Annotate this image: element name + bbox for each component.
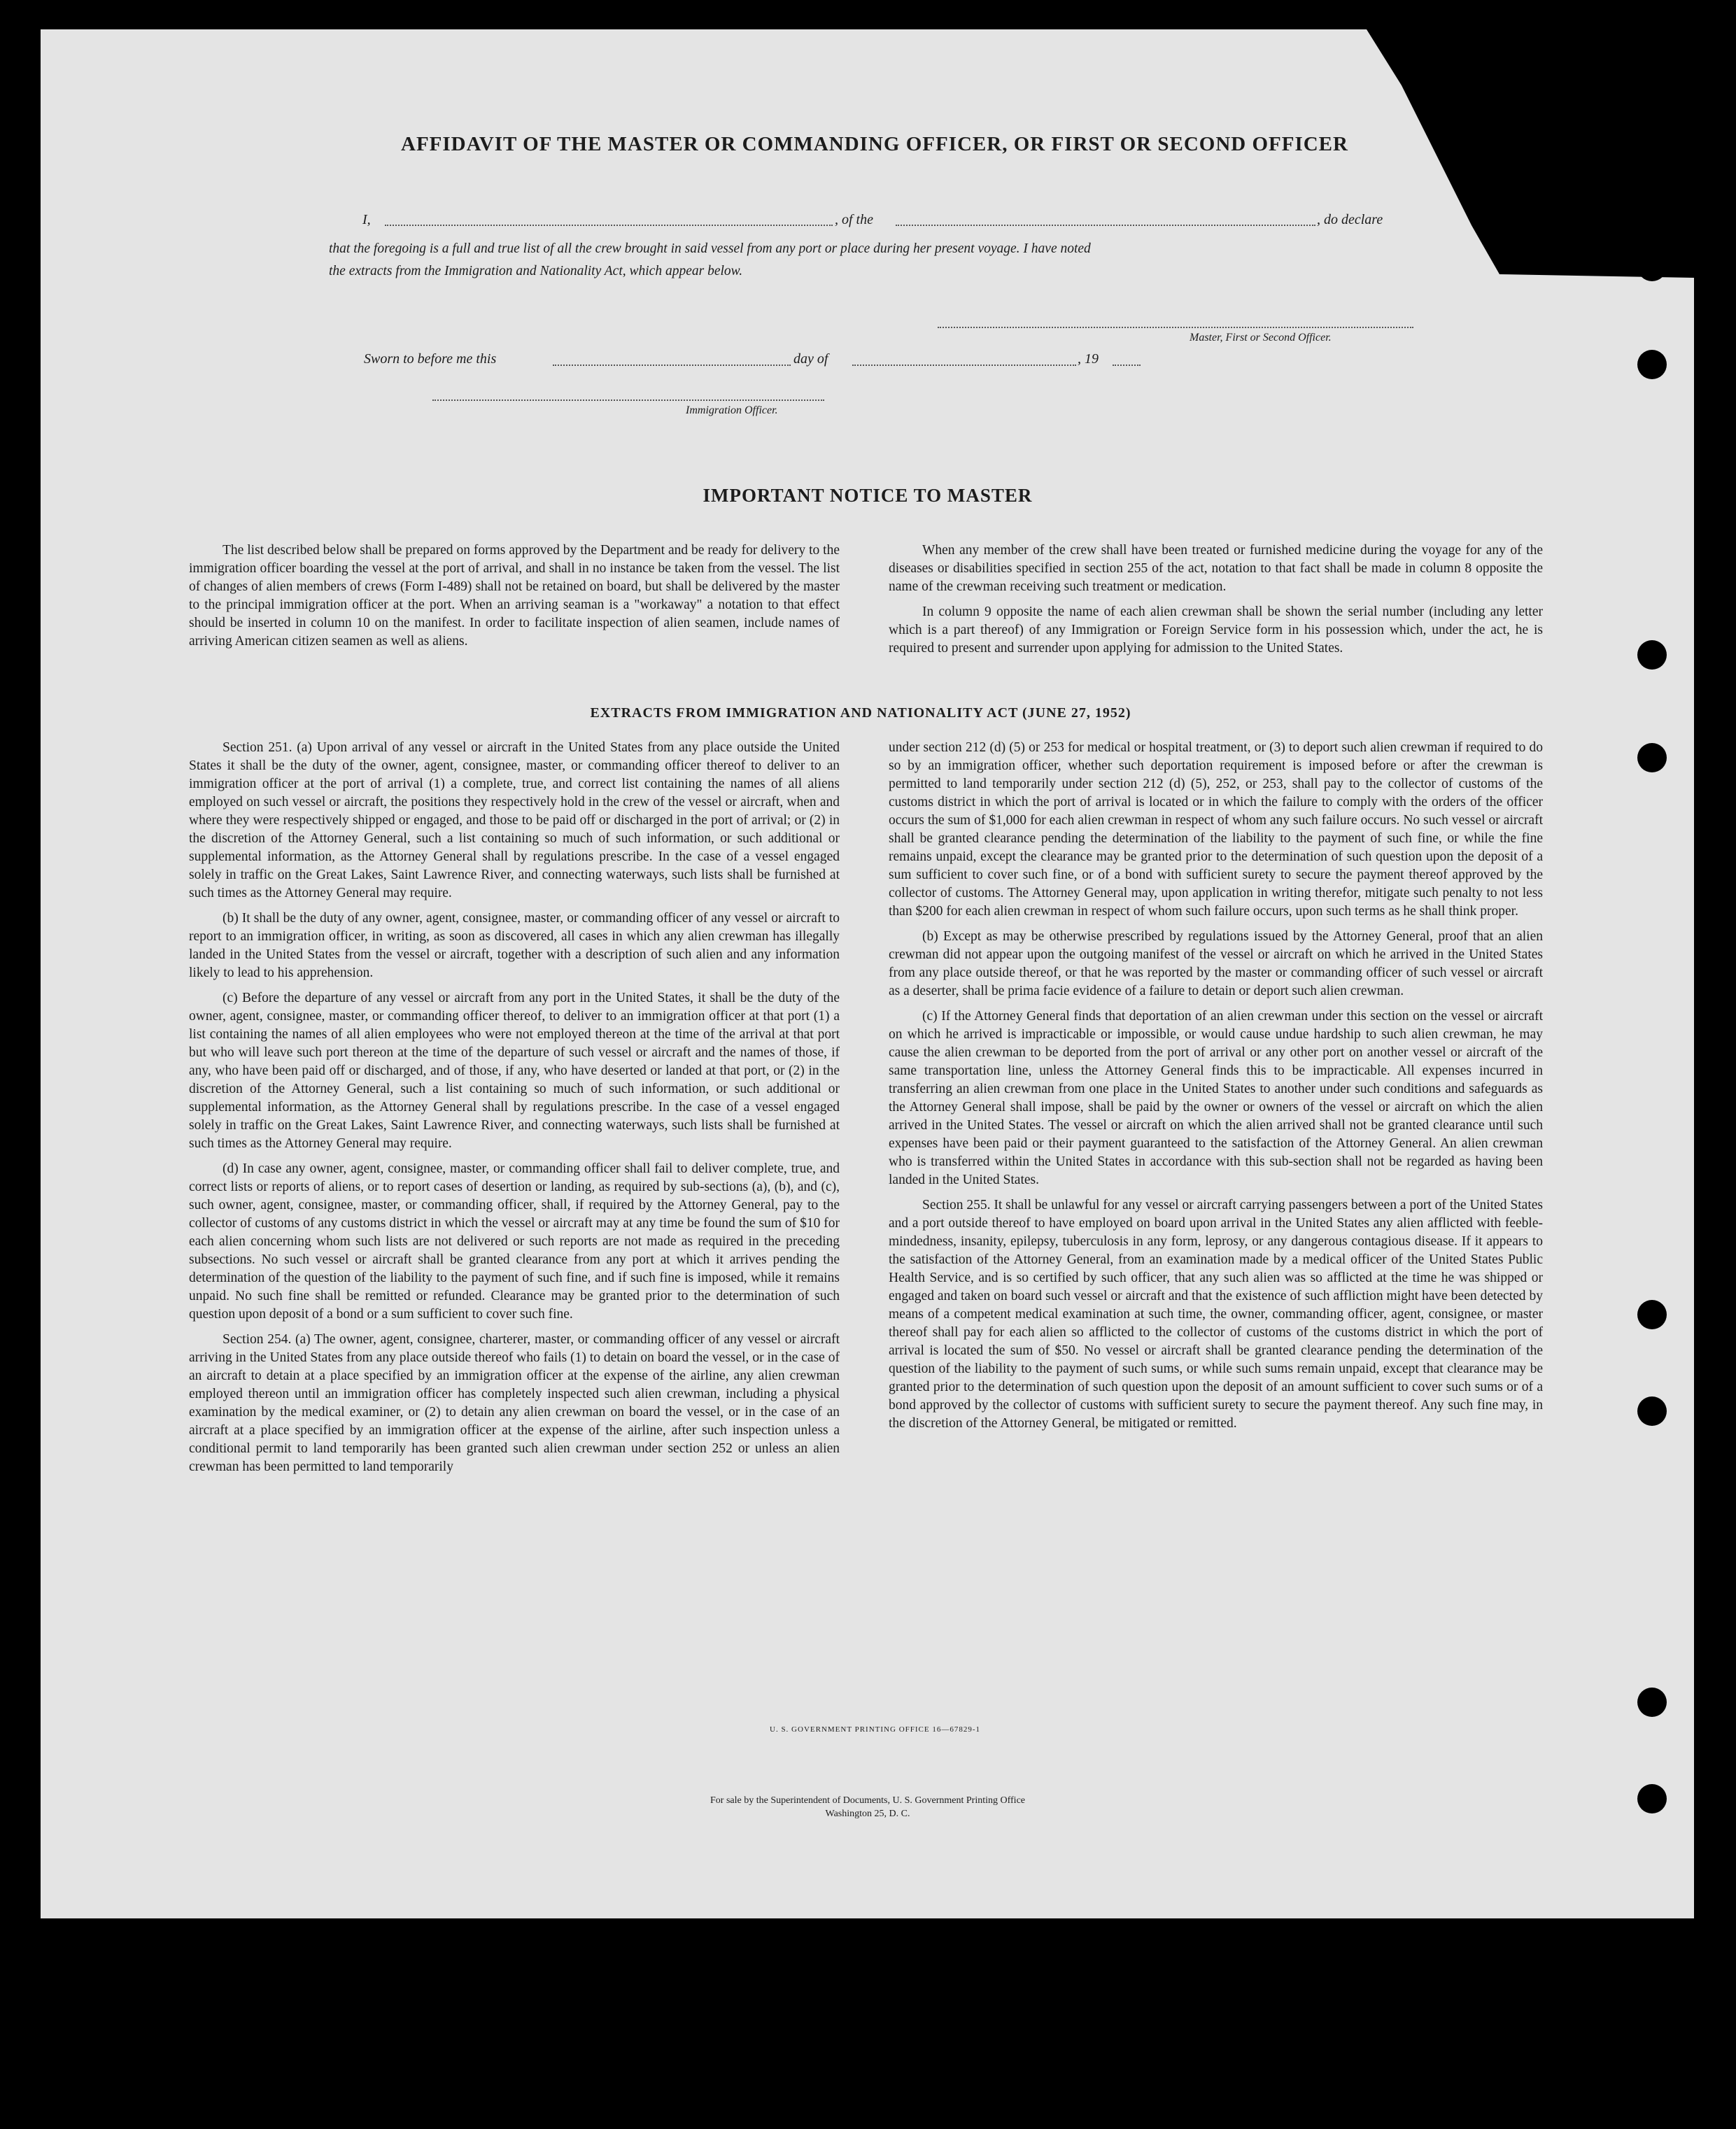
affidavit-statement: that the foregoing is a full and true list of all the crew brought in said vessel from any port or place during her present voyage. I have noted (329, 241, 1091, 256)
affidavit-title: AFFIDAVIT OF THE MASTER OR COMMANDING OFFICER, OR FIRST OR SECOND OFFICER (401, 133, 1348, 155)
master-signature-line[interactable] (938, 326, 1413, 328)
immigration-officer-caption: Immigration Officer. (686, 404, 778, 416)
sale-line-2: Washington 25, D. C. (825, 1809, 910, 1819)
section-paragraph: (d) In case any owner, agent, consignee, master, or commanding officer shall fail to deliver complete, true, and correct lists or reports of aliens, or to report cases of desertion or landing, as required by sub-sections (a), (b), and (c), such owner, agent, consignee, master, or commanding officer, shall, if required by the Attorney General, pay to the collector of customs of any customs district in which the vessel or aircraft may at any time be found the sum of $10 for each alien concerning whom such lists are not delivered or such reports are not made as required in the preceding subsections. No such vessel or aircraft shall be granted clearance from any port at which it arrives pending the determination of the question of the liability to the payment of such fine, and if such fine is imposed, while it remains unpaid. No such fine shall be remitted or refunded. Clearance may be granted prior to the determination of such question upon deposit of a bond or a sum sufficient to cover such fine. (189, 1161, 840, 1322)
section-paragraph: Section 255. It shall be unlawful for any vessel or aircraft carrying passengers between a port of the United States and a port outside thereof to have employed on board upon arrival in the United States any alien afflicted with feeble-mindedness, insanity, epilepsy, tuberculosis in any form, leprosy, or any dangerous contagious disease. If it appears to the satisfaction of the Attorney General, from an examination made by a medical officer of the United States Public Health Service, and is so certified by such officer, that any such alien was so afflicted at the time he was shipped or engaged and taken on board such vessel or aircraft and that the existence of such affliction might have been detected by means of a competent medical examination at such time, the owner, commanding officer, agent, consignee, or master thereof shall pay for each alien so afflicted to the collector of customs of the customs district in which the port of arrival is located the sum of $50. No vessel or aircraft shall be granted clearance pending the determination of the question of the liability to the payment of such sums, or while such sums remain unpaid, except that clearance may be granted prior to the determination of such question upon the deposit of an amount sufficient to cover such sums or of a bond approved by the collector of customs with sufficient surety to secure the payment thereof. Any such fine may, in the discretion of the Attorney General, be mitigated or remitted. (889, 1198, 1543, 1431)
affidavit-declare: , do declare (1317, 212, 1383, 227)
section-paragraph: (b) It shall be the duty of any owner, agent, consignee, master, or commanding officer of any vessel or aircraft to report to an immigration officer, in writing, as soon as discovered, all cases in which any alien crewman has illegally landed in the United States from the vessel or aircraft, together with a description of such alien and any information likely to lead to his apprehension. (189, 911, 840, 980)
year-field[interactable] (1113, 364, 1141, 366)
notice-paragraph: The list described below shall be prepared on forms approved by the Department and be ready for delivery to the immigration officer boarding the vessel at the port of arrival, and shall in no instance be taken from the vessel. The list of changes of alien members of crews (Form I-489) shall not be retained on board, but shall be delivered by the master to the principal immigration officer at the port. When an arriving seaman is a "workaway" a notation to that effect should be inserted in column 10 on the manifest. In order to facilitate inspection of alien seamen, include names of arriving American citizen seamen as well as aliens. (189, 543, 840, 649)
sworn-day-field[interactable] (553, 364, 791, 366)
affidavit-i: I, (362, 212, 371, 227)
notice-right-column (889, 542, 1543, 665)
master-caption: Master, First or Second Officer. (1190, 332, 1332, 344)
punch-hole (1637, 1300, 1667, 1329)
section-paragraph: (b) Except as may be otherwise prescribed by regulations issued by the Attorney General, proof that an alien crewman did not appear upon the outgoing manifest of the vessel or aircraft on which he arrived in the United States from any place outside thereof, or that he was reported by the master or commanding officer of such vessel or aircraft as a deserter, shall be prima facie evidence of a failure to detain or deport such alien crewman. (889, 929, 1543, 998)
section-paragraph: Section 254. (a) The owner, agent, consignee, charterer, master, or commanding officer of any vessel or aircraft arriving in the United States from any place outside thereof who fails (1) to detain on board the vessel, or in the case of an aircraft to detain at a place specified by an immigration officer at the expense of the airline, any alien crewman employed thereon until an immigration officer has completely inspected such alien crewman, including a physical examination by the medical examiner, or (2) to detain any alien crewman on board the vessel, or in the case of an aircraft at a place specified by an immigration officer at the expense of the airline, after such inspection unless a conditional permit to land temporarily has been granted such alien crewman under section 252 or unless an alien crewman has been permitted to land temporarily (189, 1332, 840, 1474)
affidavit-statement-2: the extracts from the Immigration and Nationality Act, which appear below. (329, 264, 743, 278)
affidavit-of-the: , of the (835, 212, 873, 227)
immigration-officer-signature-line[interactable] (432, 399, 824, 401)
section-paragraph: (c) If the Attorney General finds that deportation of an alien crewman under this section on the vessel or aircraft on which he arrived is impracticable or impossible, or would cause undue hardship to such alien crewman, he may cause the alien crewman to be deported from the port of arrival or any other port on another vessel or aircraft of the same transportation line, unless the Attorney General finds this to be impracticable. All expenses incurred in transferring an alien crewman from one place in the United States to another under such conditions and safeguards as the Attorney General shall impose, shall be paid by the owner or owners of the vessel or aircraft on which the alien arrived in the United States. The vessel or aircraft on which the alien arrived shall not be granted clearance until such expenses have been paid or their payment guaranteed to the satisfaction of the Attorney General. An alien crewman who is transferred within the United States in accordance with this sub-section shall not be regarded as having been landed in the United States. (889, 1009, 1543, 1187)
sale-notice (616, 1794, 1120, 1820)
notice-paragraph: When any member of the crew shall have been treated or furnished medicine during the voyage for any of the diseases or disabilities specified in section 255 of the act, notation to that fact shall be made in column 8 opposite the name of the crewman receiving such treatment or medication. (889, 543, 1543, 594)
year-label: , 19 (1078, 351, 1099, 367)
sale-line-1: For sale by the Superintendent of Documents, U. S. Government Printing Office (710, 1795, 1025, 1806)
extracts-left-column (189, 739, 840, 1483)
punch-hole (1637, 1688, 1667, 1717)
punch-hole (1637, 743, 1667, 772)
extracts-right-column (889, 739, 1543, 1440)
gpo-imprint: U. S. GOVERNMENT PRINTING OFFICE 16—67829-1 (770, 1725, 981, 1734)
punch-hole (1637, 252, 1667, 281)
sworn-label: Sworn to before me this (364, 351, 497, 367)
sworn-month-field[interactable] (852, 364, 1076, 366)
punch-hole (1637, 1784, 1667, 1813)
punch-hole (1637, 640, 1667, 670)
section-paragraph: (c) Before the departure of any vessel or aircraft from any port in the United States, it shall be the duty of the owner, agent, consignee, master, or commanding officer thereof, to deliver to an immigration officer at that port (1) a list containing the names of all alien employees who were not employed thereon at the time of the arrival at that port but who will leave such port thereon at the time of the departure of such vessel or aircraft and the names of those, if any, who have been paid off or discharged, and of those, if any, who have deserted or landed at that port, or (2) in the discretion of the Attorney General, such a list containing so much of such information, or such additional or supplemental information, as the Attorney General shall by regulations prescribe. In the case of a vessel engaged solely in traffic on the Great Lakes, Saint Lawrence River, and connecting waterways, such lists shall be furnished at such times as the Attorney General may require. (189, 991, 840, 1151)
name-field[interactable] (385, 224, 833, 226)
notice-left-column (189, 542, 840, 658)
day-of-label: day of (793, 351, 828, 367)
section-paragraph: Section 251. (a) Upon arrival of any vessel or aircraft in the United States from any place outside the United States it shall be the duty of the owner, agent, consignee, master, or commanding officer thereof to deliver to an immigration officer at the port of arrival (1) a complete, true, and correct list containing the names of all aliens employed on such vessel or aircraft, the positions they respectively hold in the crew of the vessel or aircraft, when and where they were respectively shipped or engaged, and those to be paid off or discharged in the port of arrival; or (2) in the discretion of the Attorney General, such a list containing so much of such information, or such additional or supplemental information, as the Attorney General shall by regulations prescribe. In the case of a vessel engaged solely in traffic on the Great Lakes, Saint Lawrence River, and connecting waterways, such lists shall be furnished at such times as the Attorney General may require. (189, 740, 840, 900)
notice-paragraph: In column 9 opposite the name of each alien crewman shall be shown the serial number (including any letter which is a part thereof) of any Immigration or Foreign Service form in his possession which, under the act, he is required to present and surrender upon applying for admission to the United States. (889, 604, 1543, 656)
section-paragraph: under section 212 (d) (5) or 253 for medical or hospital treatment, or (3) to deport such alien crewman if required to do so by an immigration officer, whether such deportation requirement is imposed before or after the crewman is permitted to land temporarily under section 212 (d) (5), 252, or 253, shall pay to the collector of customs of the customs district in which the port of arrival is located or in which the failure to comply with the orders of the officer occurs the sum of $1,000 for each alien crewman in respect of whom any such failure occurs. No such vessel or aircraft shall be granted clearance pending the determination of the liability to the payment of such fine, or while the fine remains unpaid, except the clearance may be granted prior to the determination of such question upon the deposit of a sum sufficient to cover such fine, or of a bond with sufficient surety to secure the payment thereof approved by the collector of customs. The Attorney General may, upon application in writing therefor, mitigate such penalty to not less than $200 for each alien crewman in respect of whom such failure occurs, upon such terms as he shall think proper. (889, 740, 1543, 919)
punch-hole (1637, 1396, 1667, 1426)
vessel-field[interactable] (896, 224, 1315, 226)
notice-title: IMPORTANT NOTICE TO MASTER (703, 485, 1033, 506)
punch-hole (1637, 350, 1667, 379)
extracts-title: EXTRACTS FROM IMMIGRATION AND NATIONALITY ACT (JUNE 27, 1952) (590, 705, 1131, 721)
